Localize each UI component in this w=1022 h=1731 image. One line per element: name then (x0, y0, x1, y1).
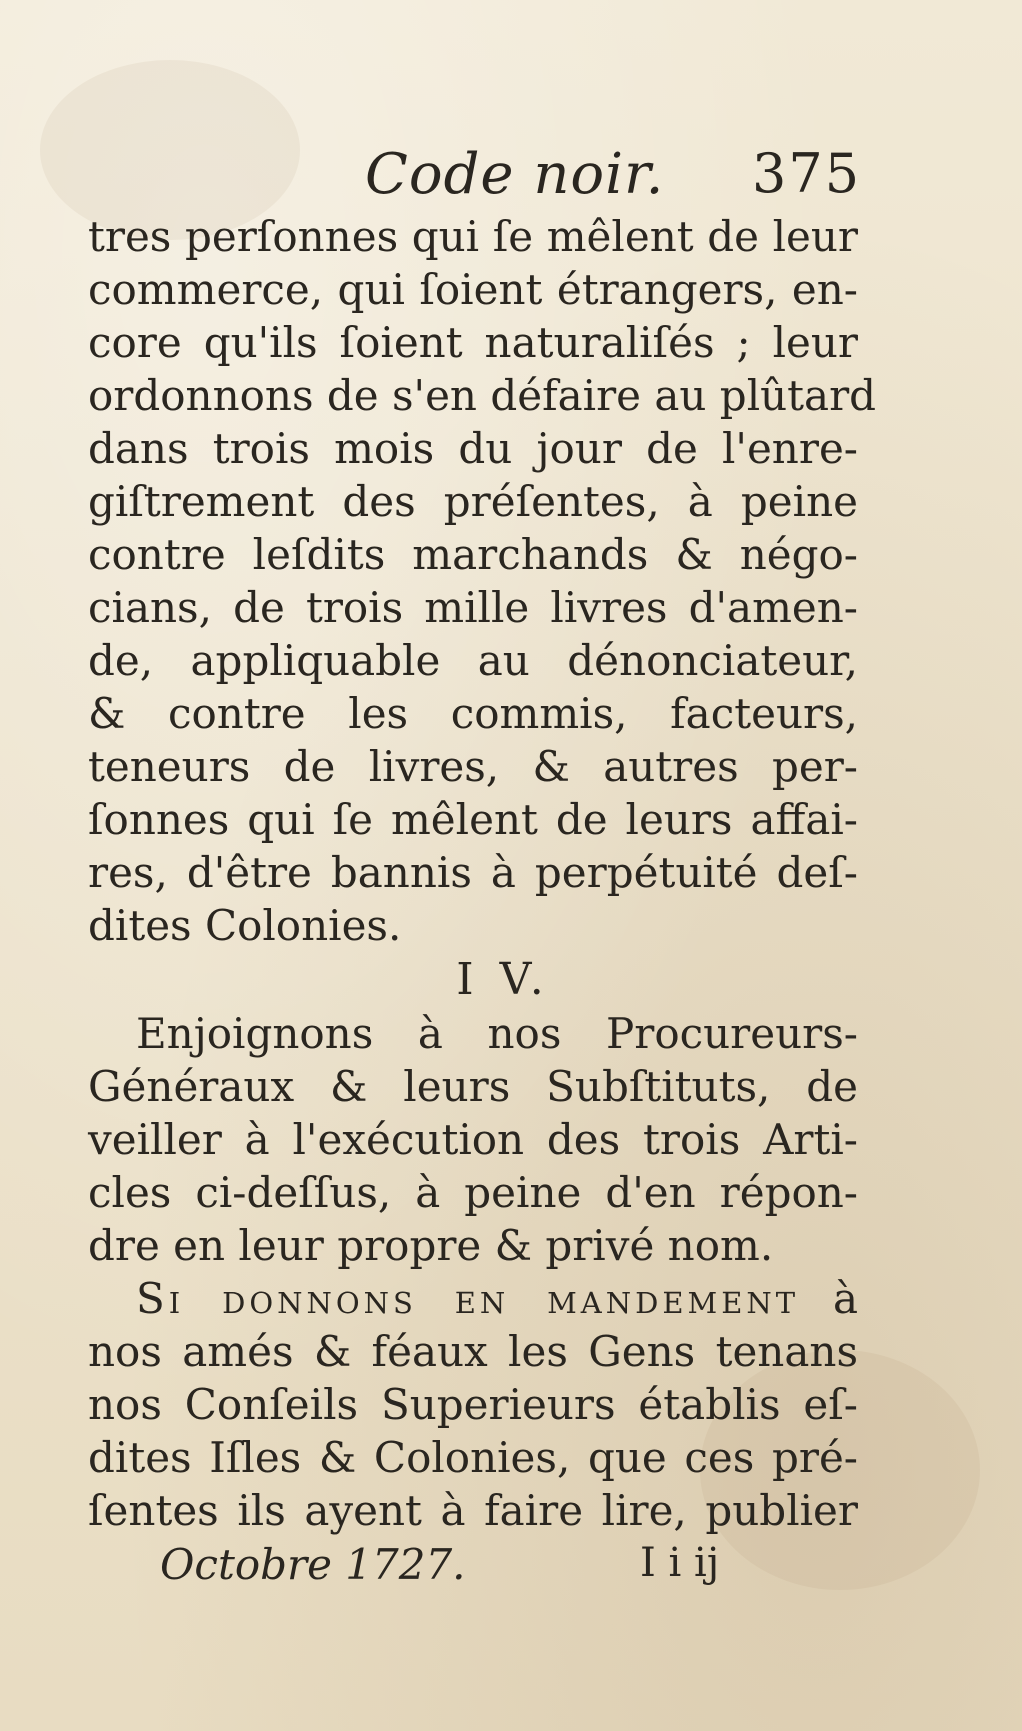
text-line: veiller à l'exécution des trois Arti- (88, 1115, 858, 1164)
text-line: cians, de trois mille livres d'amen- (88, 583, 858, 632)
text-line: nos Conſeils Superieurs établis eſ- (88, 1380, 858, 1429)
text-line: commerce, qui ſoient étrangers, en- (88, 265, 858, 314)
text-line: nos amés & féaux les Gens tenans (88, 1327, 858, 1376)
text-line-mandate (88, 1272, 858, 1325)
text-line: dans trois mois du jour de l'enre- (88, 424, 858, 473)
main-text (88, 210, 877, 1537)
text-line: Enjoignons à nos Procureurs- (136, 1009, 858, 1058)
text-line: res, d'être bannis à perpétuité deſ- (88, 848, 858, 897)
text-line: teneurs de livres, & autres per- (88, 742, 858, 791)
page-number: 375 (752, 142, 862, 205)
text-line: ſentes ils ayent à faire lire, publier (88, 1486, 858, 1535)
mandate-rest: à (799, 1274, 858, 1323)
text-line: de, appliquable au dénonciateur, (88, 636, 858, 685)
text-line: contre leſdits marchands & négo- (88, 530, 858, 579)
footer-date: Octobre 1727. (160, 1540, 466, 1589)
text-line: tres perſonnes qui ſe mêlent de leur (88, 212, 858, 261)
signature-mark: I i ij (640, 1540, 720, 1586)
running-title: Code noir. (365, 142, 665, 207)
text-line: core qu'ils ſoient naturaliſés ; leur (88, 318, 858, 367)
text-line: dites Colonies. (88, 901, 402, 950)
text-line: dites Iſles & Colonies, que ces pré- (88, 1433, 858, 1482)
section-heading: I V. (456, 954, 550, 1005)
footer-line (160, 1540, 780, 1595)
text-line: ſonnes qui ſe mêlent de leurs affai- (88, 795, 858, 844)
text-line: dre en leur propre & privé nom. (88, 1221, 774, 1270)
mandate-smallcaps: Si donnons en mandement (136, 1274, 800, 1323)
text-line: ordonnons de s'en défaire au plûtard (88, 371, 877, 420)
running-head (0, 142, 1022, 212)
text-line: & contre les commis, facteurs, (88, 689, 858, 738)
text-line: Généraux & leurs Subſtituts, de (88, 1062, 858, 1111)
text-line: cles ci-deſſus, à peine d'en répon- (88, 1168, 858, 1217)
text-line: giſtrement des préſentes, à peine (88, 477, 858, 526)
